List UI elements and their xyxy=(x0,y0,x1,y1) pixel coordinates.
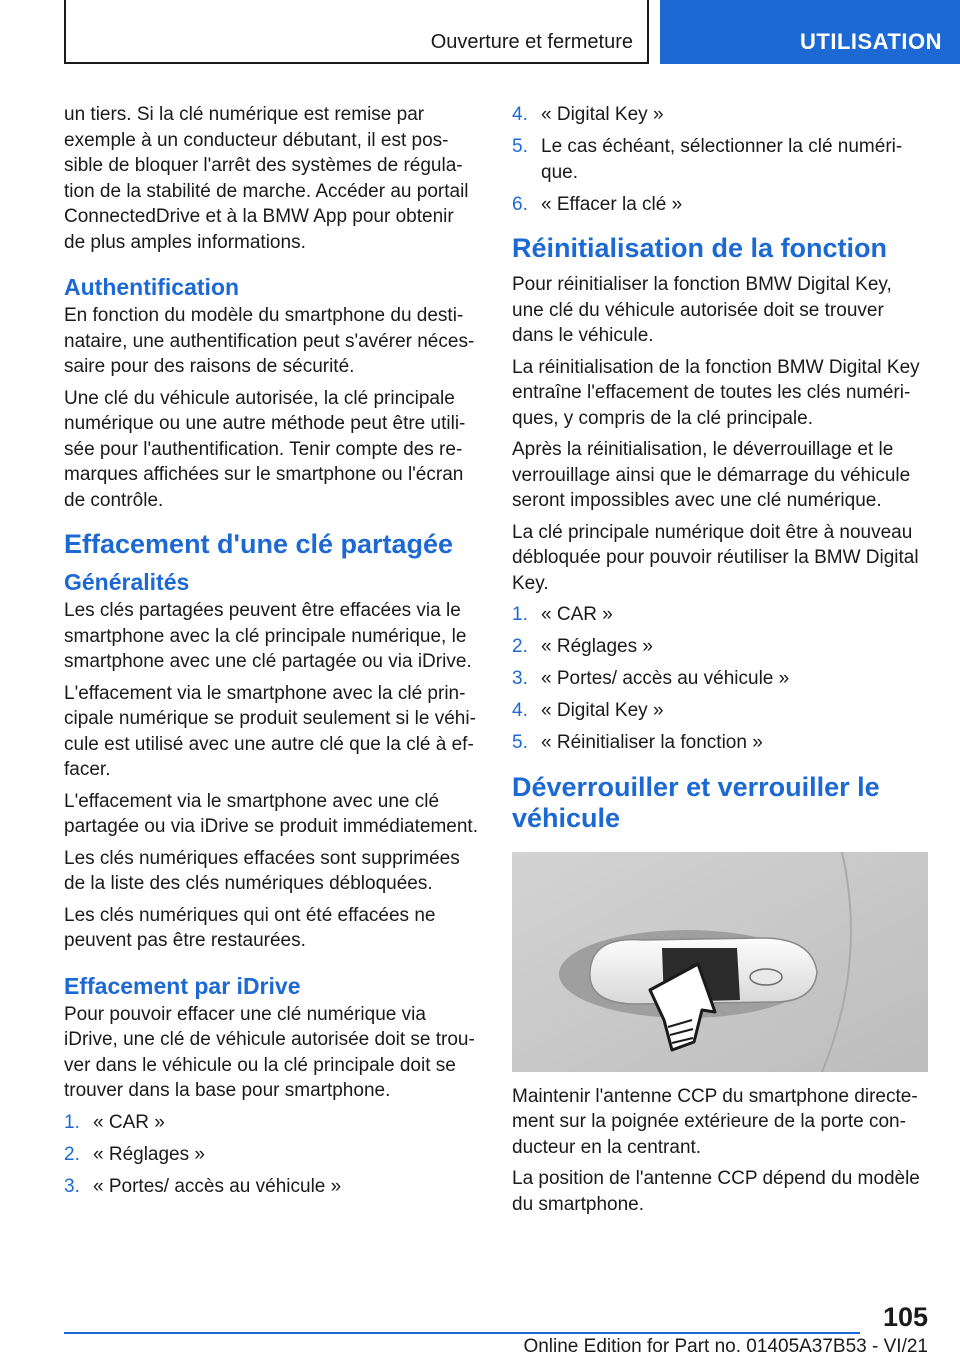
list-item xyxy=(512,634,928,660)
chapter-title: Ouverture et fermeture xyxy=(430,31,633,53)
intro-paragraph: un tiers. Si la clé numérique est remise par exemple à un conducteur débutant, il est possible de bloquer l'arrêt des systèmes de régulation de la stabilité de marche. Accéder au portail ConnectedDrive et à la BMW App pour obtenir de plus amples informations. xyxy=(64,104,469,253)
list-item xyxy=(512,698,928,724)
step-number: 2. xyxy=(64,1143,80,1165)
left-column xyxy=(64,102,478,1206)
step-number: 3. xyxy=(64,1175,80,1197)
idrive-steps-list-continued xyxy=(512,102,928,217)
right-column xyxy=(512,102,928,1223)
footer-edition: Online Edition for Part no. 01405A37B53 - VI/21 xyxy=(523,1336,928,1357)
step-text: « Digital Key » xyxy=(541,700,664,721)
reset-paragraph-4: La clé principale numérique doit être à nouveau débloquée pour pouvoir réutiliser la BMW Digital Key. xyxy=(512,521,919,594)
step-number: 3. xyxy=(512,668,528,689)
step-text: « Réinitialiser la fonction » xyxy=(541,732,763,753)
step-number: 6. xyxy=(512,193,528,215)
list-item xyxy=(512,730,928,756)
list-item xyxy=(64,1110,478,1136)
step-text: « CAR » xyxy=(93,1111,165,1133)
list-item xyxy=(64,1142,478,1168)
list-item xyxy=(512,102,928,128)
list-item xyxy=(512,602,928,628)
reset-function-heading: Réinitialisation de la fonction xyxy=(512,233,888,263)
step-number: 4. xyxy=(512,104,528,125)
step-text: « Portes/ accès au véhicule » xyxy=(93,1175,342,1197)
step-text: « Portes/ accès au véhicule » xyxy=(541,668,790,689)
reset-paragraph-1: Pour réinitialiser la fonction BMW Digital Key, une clé du véhicule autorisée doit se trouver dans le véhicule. xyxy=(512,274,892,346)
step-number: 2. xyxy=(512,636,528,657)
step-number: 1. xyxy=(64,1111,80,1133)
general-paragraph-1: Les clés partagées peuvent être effacées via le smartphone avec la clé principale numérique, le smartphone avec une clé partagée ou via iDrive. xyxy=(64,600,472,672)
step-text: « CAR » xyxy=(541,604,613,625)
idrive-erase-heading: Effacement par iDrive xyxy=(64,972,301,999)
reset-paragraph-2: La réinitialisation de la fonction BMW Digital Key entraîne l'effacement de toutes les clés numériques, y compris de la clé principale. xyxy=(512,356,920,429)
list-item xyxy=(512,666,928,692)
header-chapter-box xyxy=(64,0,649,64)
general-paragraph-3: L'effacement via le smartphone avec une clé partagée ou via iDrive se produit immédiatement. xyxy=(64,790,478,837)
authentication-heading: Authentification xyxy=(64,274,240,300)
step-text: « Effacer la clé » xyxy=(541,193,683,215)
general-paragraph-4: Les clés numériques effacées sont supprimées de la liste des clés numériques débloquées. xyxy=(64,847,460,894)
list-item xyxy=(512,192,928,218)
step-text: « Réglages » xyxy=(541,636,653,657)
reset-steps-list xyxy=(512,602,928,756)
list-item xyxy=(512,134,928,185)
reset-paragraph-3: Après la réinitialisation, le déverrouillage et le verrouillage ainsi que le démarrage du véhicule seront impossibles avec une clé numérique. xyxy=(512,439,911,511)
step-text: Le cas échéant, sélectionner la clé numérique. xyxy=(541,136,903,183)
step-number: 1. xyxy=(512,604,528,625)
general-heading: Généralités xyxy=(64,569,190,595)
list-item xyxy=(64,1174,478,1200)
step-text: « Réglages » xyxy=(93,1143,205,1165)
lock-paragraph-2: La position de l'antenne CCP dépend du modèle du smartphone. xyxy=(512,1168,920,1215)
lock-cylinder xyxy=(750,969,782,985)
footer-rule xyxy=(64,1332,860,1334)
idrive-paragraph: Pour pouvoir effacer une clé numérique via iDrive, une clé de véhicule autorisée doit se trouver dans le véhicule ou la clé principale doit se trouver dans la base pour smartphone. xyxy=(64,1003,475,1101)
header-section-box xyxy=(660,0,960,64)
step-text: « Digital Key » xyxy=(541,104,664,125)
auth-paragraph-2: Une clé du véhicule autorisée, la clé principale numérique ou une autre méthode peut être utilisée pour l'authentification. Tenir compte des remarques affichées sur le smartphone ou l'écran de contrôle. xyxy=(64,387,466,511)
page-number: 105 xyxy=(882,1302,928,1332)
step-number: 5. xyxy=(512,732,528,753)
general-paragraph-2: L'effacement via le smartphone avec la clé principale numérique se produit seulement si le véhicule est utilisé avec une autre clé que la clé à effacer. xyxy=(64,682,476,780)
door-handle-illustration xyxy=(512,852,928,1072)
step-number: 5. xyxy=(512,136,528,157)
general-paragraph-5: Les clés numériques qui ont été effacées ne peuvent pas être restaurées. xyxy=(64,904,436,951)
unlock-lock-heading: Déverrouiller et verrouiller le véhicule xyxy=(512,771,880,833)
auth-paragraph-1: En fonction du modèle du smartphone du destinataire, une authentification peut s'avérer nécessaire pour des raisons de sécurité. xyxy=(64,305,475,377)
step-number: 4. xyxy=(512,700,528,721)
section-title: UTILISATION xyxy=(800,29,942,54)
idrive-steps-list xyxy=(64,1110,478,1200)
erase-shared-key-heading: Effacement d'une clé partagée xyxy=(64,529,454,559)
lock-paragraph-1: Maintenir l'antenne CCP du smartphone directement sur la poignée extérieure de la porte conducteur en la centrant. xyxy=(512,1085,918,1158)
